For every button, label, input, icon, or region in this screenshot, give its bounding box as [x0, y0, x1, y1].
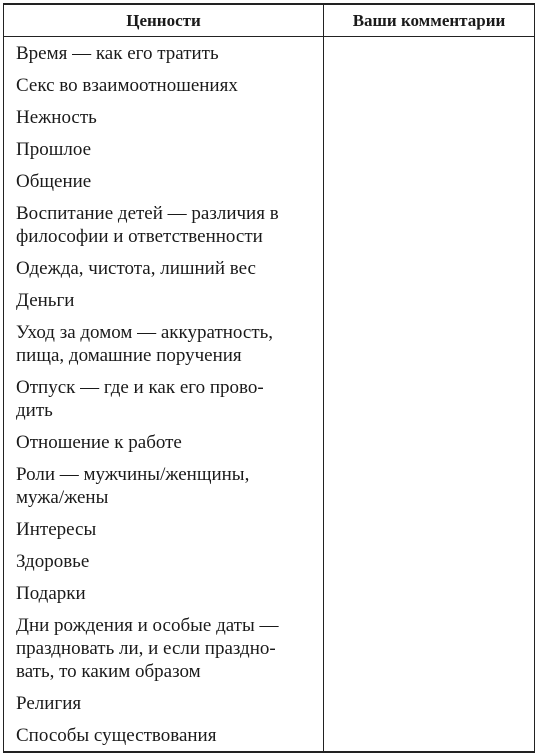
value-cell [4, 316, 324, 371]
value-item: Способы существования [16, 725, 217, 746]
value-cell [4, 165, 324, 197]
value-item: Религия [16, 693, 82, 714]
comment-cell[interactable] [324, 316, 535, 371]
comment-cell[interactable] [324, 458, 535, 513]
comment-cell[interactable] [324, 197, 535, 252]
table-row [4, 609, 535, 687]
table-row [4, 458, 535, 513]
comment-cell[interactable] [324, 545, 535, 577]
value-item: Деньги [16, 290, 75, 311]
value-item: Общение [16, 171, 92, 192]
value-cell [4, 545, 324, 577]
value-item: Уход за домом — аккуратность, пища, домашние поручения [16, 322, 274, 366]
value-item: Нежность [16, 107, 97, 128]
comment-cell[interactable] [324, 371, 535, 426]
value-cell [4, 687, 324, 719]
table-row [4, 687, 535, 719]
value-item: Одежда, чистота, лишний вес [16, 258, 256, 279]
comment-cell[interactable] [324, 69, 535, 101]
values-table [3, 3, 535, 753]
table-row [4, 577, 535, 609]
value-item: Роли — мужчины/женщины, мужа/жены [16, 464, 250, 508]
value-item: Отношение к работе [16, 432, 182, 453]
value-item: Дни рождения и особые даты — праздновать ли, и если праздно- вать, то каким образом [16, 615, 279, 682]
value-item: Время — как его тратить [16, 43, 219, 64]
table-row [4, 165, 535, 197]
value-cell [4, 577, 324, 609]
value-cell [4, 252, 324, 284]
table-row [4, 252, 535, 284]
comment-cell[interactable] [324, 687, 535, 719]
value-cell [4, 458, 324, 513]
header-comments: Ваши комментарии [324, 4, 535, 37]
comment-cell[interactable] [324, 284, 535, 316]
table-row [4, 133, 535, 165]
comment-cell[interactable] [324, 133, 535, 165]
value-cell [4, 719, 324, 752]
table-row [4, 69, 535, 101]
table-row [4, 545, 535, 577]
value-cell [4, 101, 324, 133]
table-row [4, 426, 535, 458]
table-row [4, 284, 535, 316]
comment-cell[interactable] [324, 101, 535, 133]
table-row [4, 37, 535, 70]
table-row [4, 719, 535, 752]
comment-cell[interactable] [324, 577, 535, 609]
header-values: Ценности [4, 4, 324, 37]
value-cell [4, 513, 324, 545]
comment-cell[interactable] [324, 513, 535, 545]
table-row [4, 316, 535, 371]
value-item: Отпуск — где и как его прово- дить [16, 377, 264, 421]
comment-cell[interactable] [324, 252, 535, 284]
table-row [4, 197, 535, 252]
value-cell [4, 69, 324, 101]
value-item: Здоровье [16, 551, 90, 572]
table-row [4, 371, 535, 426]
value-item: Прошлое [16, 139, 91, 160]
value-cell [4, 371, 324, 426]
comment-cell[interactable] [324, 719, 535, 752]
value-item: Интересы [16, 519, 97, 540]
table-row [4, 101, 535, 133]
value-item: Воспитание детей — различия в философии и ответственности [16, 203, 279, 247]
value-cell [4, 133, 324, 165]
value-item: Подарки [16, 583, 86, 604]
value-cell [4, 609, 324, 687]
value-item: Секс во взаимоотношениях [16, 75, 238, 96]
value-cell [4, 197, 324, 252]
value-cell [4, 284, 324, 316]
comment-cell[interactable] [324, 165, 535, 197]
value-cell [4, 37, 324, 70]
comment-cell[interactable] [324, 609, 535, 687]
header-row [4, 4, 535, 37]
comment-cell[interactable] [324, 426, 535, 458]
table-row [4, 513, 535, 545]
value-cell [4, 426, 324, 458]
comment-cell[interactable] [324, 37, 535, 70]
